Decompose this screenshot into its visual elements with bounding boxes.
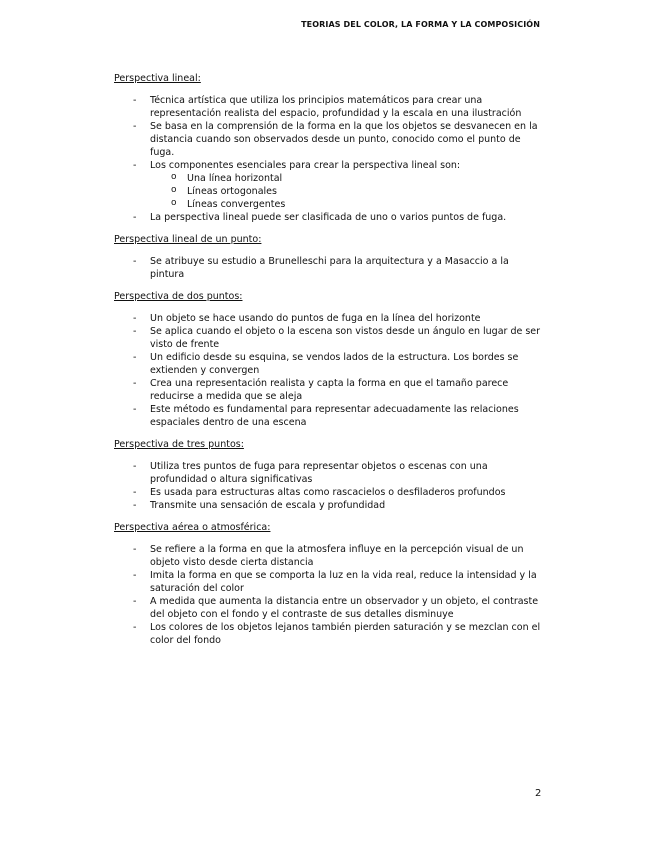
section-title: Perspectiva lineal:: [114, 73, 201, 84]
section-perspectiva-aerea: [114, 521, 544, 647]
section-title: Perspectiva aérea o atmosférica:: [114, 522, 271, 533]
sub-list-item: o Líneas convergentes: [150, 198, 544, 211]
section-perspectiva-tres-puntos: [114, 438, 544, 512]
list-item: - La perspectiva lineal puede ser clasificada de uno o varios puntos de fuga.: [114, 211, 544, 224]
section-title: Perspectiva de dos puntos:: [114, 291, 243, 302]
section-perspectiva-un-punto: [114, 233, 544, 281]
list-item: - Utiliza tres puntos de fuga para representar objetos o escenas con una profundidad o altura significativas: [114, 460, 544, 486]
section-title: Perspectiva de tres puntos:: [114, 439, 244, 450]
list-item: - Un edificio desde su esquina, se vendos lados de la estructura. Los bordes se extienden y convergen: [114, 351, 544, 377]
list-item-text: Los componentes esenciales para crear la perspectiva lineal son:: [150, 160, 461, 171]
list-item: - Imita la forma en que se comporta la luz en la vida real, reduce la intensidad y la saturación del color: [114, 569, 544, 595]
list-item: - Es usada para estructuras altas como rascacielos o desfiladeros profundos: [114, 486, 544, 499]
list-item: [114, 159, 544, 211]
list-item: - Se basa en la comprensión de la forma en la que los objetos se desvanecen en la distancia cuando son observados desde un punto, conocido como el punto de fuga.: [114, 120, 544, 159]
section-perspectiva-lineal: [114, 72, 544, 224]
list-item: - Este método es fundamental para representar adecuadamente las relaciones espaciales dentro de una escena: [114, 403, 544, 429]
list-item: - Se refiere a la forma en que la atmosfera influye en la percepción visual de un objeto visto desde cierta distancia: [114, 543, 544, 569]
page-content: [114, 72, 544, 656]
page-number: 2: [535, 788, 542, 799]
bullet-list: [114, 543, 544, 647]
list-item: - Se atribuye su estudio a Brunelleschi para la arquitectura y a Masaccio a la pintura: [114, 255, 544, 281]
sub-list-item: o Líneas ortogonales: [150, 185, 544, 198]
list-item: - Crea una representación realista y capta la forma en que el tamaño parece reducirse a medida que se aleja: [114, 377, 544, 403]
list-item: - A medida que aumenta la distancia entre un observador y un objeto, el contraste del objeto con el fondo y el contraste de sus detalles disminuye: [114, 595, 544, 621]
section-title: Perspectiva lineal de un punto:: [114, 234, 262, 245]
bullet-list: [114, 460, 544, 512]
bullet-list: [114, 312, 544, 429]
list-item: - Los colores de los objetos lejanos también pierden saturación y se mezclan con el color del fondo: [114, 621, 544, 647]
bullet-list: [114, 255, 544, 281]
bullet-list: [114, 94, 544, 224]
list-item: - Técnica artística que utiliza los principios matemáticos para crear una representación realista del espacio, profundidad y la escala en una ilustración: [114, 94, 544, 120]
running-header: TEORIAS DEL COLOR, LA FORMA Y LA COMPOSICIÓN: [301, 20, 540, 29]
list-item: - Un objeto se hace usando do puntos de fuga en la línea del horizonte: [114, 312, 544, 325]
list-item: - Se aplica cuando el objeto o la escena son vistos desde un ángulo en lugar de ser visto de frente: [114, 325, 544, 351]
list-item: - Transmite una sensación de escala y profundidad: [114, 499, 544, 512]
sub-list-item: o Una línea horizontal: [150, 172, 544, 185]
sub-bullet-list: [150, 172, 544, 211]
section-perspectiva-dos-puntos: [114, 290, 544, 429]
